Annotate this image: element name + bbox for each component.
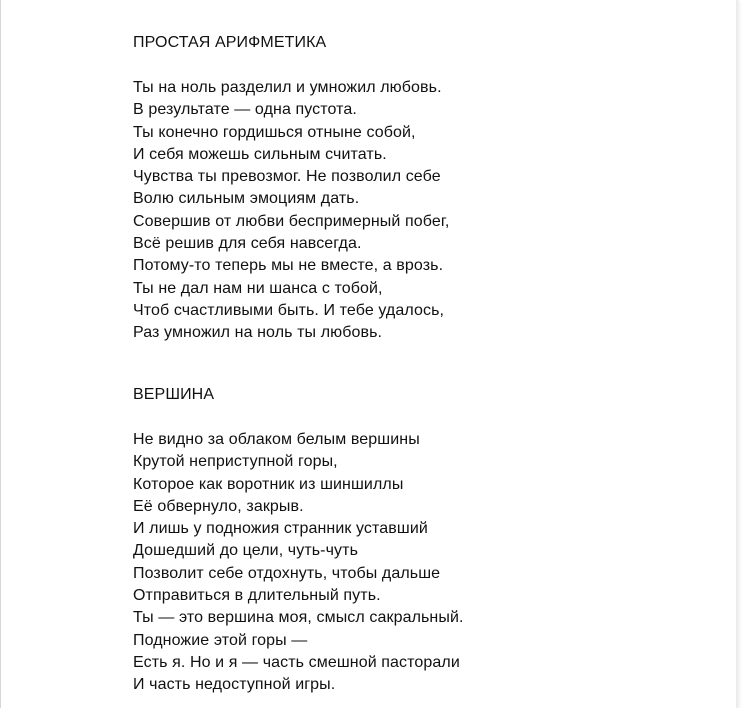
- poem-lines: [133, 429, 464, 697]
- poem-simple-arithmetic: [133, 32, 449, 345]
- poem-line: Всё решив для себя навсегда.: [133, 235, 362, 253]
- poem-line: Есть я. Но и я — часть смешной пасторали: [133, 653, 460, 671]
- poem-line: Позволит себе отдохнуть, чтобы дальше: [133, 564, 441, 582]
- poem-line: Её обвернуло, закрыв.: [133, 497, 304, 515]
- poem-lines: [133, 77, 449, 345]
- poem-summit: [133, 384, 464, 697]
- poem-line: В результате — одна пустота.: [133, 101, 357, 119]
- poem-line: Совершив от любви беспримерный побег,: [133, 212, 450, 230]
- poem-title: ВЕРШИНА: [133, 386, 215, 403]
- poem-line: Не видно за облаком белым вершины: [133, 431, 420, 448]
- poem-line: Раз умножил на ноль ты любовь.: [133, 324, 383, 342]
- poem-line: Крутой неприступной горы,: [133, 453, 338, 471]
- poem-line: Волю сильным эмоциям дать.: [133, 190, 360, 208]
- poem-line: Подножие этой горы —: [133, 631, 308, 649]
- poem-line: Ты конечно гордишься отныне собой,: [133, 123, 416, 141]
- poem-line: Ты не дал нам ни шанса с тобой,: [133, 279, 383, 297]
- poem-line: Ты на ноль разделил и умножил любовь.: [133, 79, 442, 96]
- poem-line: Потому-то теперь мы не вместе, а врозь.: [133, 257, 444, 275]
- poem-line: И лишь у подножия странник уставший: [133, 520, 428, 538]
- poem-line: Которое как воротник из шиншиллы: [133, 475, 404, 493]
- poem-line: Дошедший до цели, чуть-чуть: [133, 542, 359, 560]
- poem-line: Чувства ты превозмог. Не позволил себе: [133, 168, 441, 186]
- poem-line: Чтоб счастливыми быть. И тебе удалось,: [133, 301, 445, 319]
- poem-line: И часть недоступной игры.: [133, 676, 336, 694]
- poem-line: Отправиться в длительный путь.: [133, 587, 381, 605]
- poem-title: ПРОСТАЯ АРИФМЕТИКА: [133, 34, 327, 51]
- poem-line: Ты — это вершина моя, смысл сакральный.: [133, 609, 464, 627]
- poem-line: И себя можешь сильным считать.: [133, 145, 387, 163]
